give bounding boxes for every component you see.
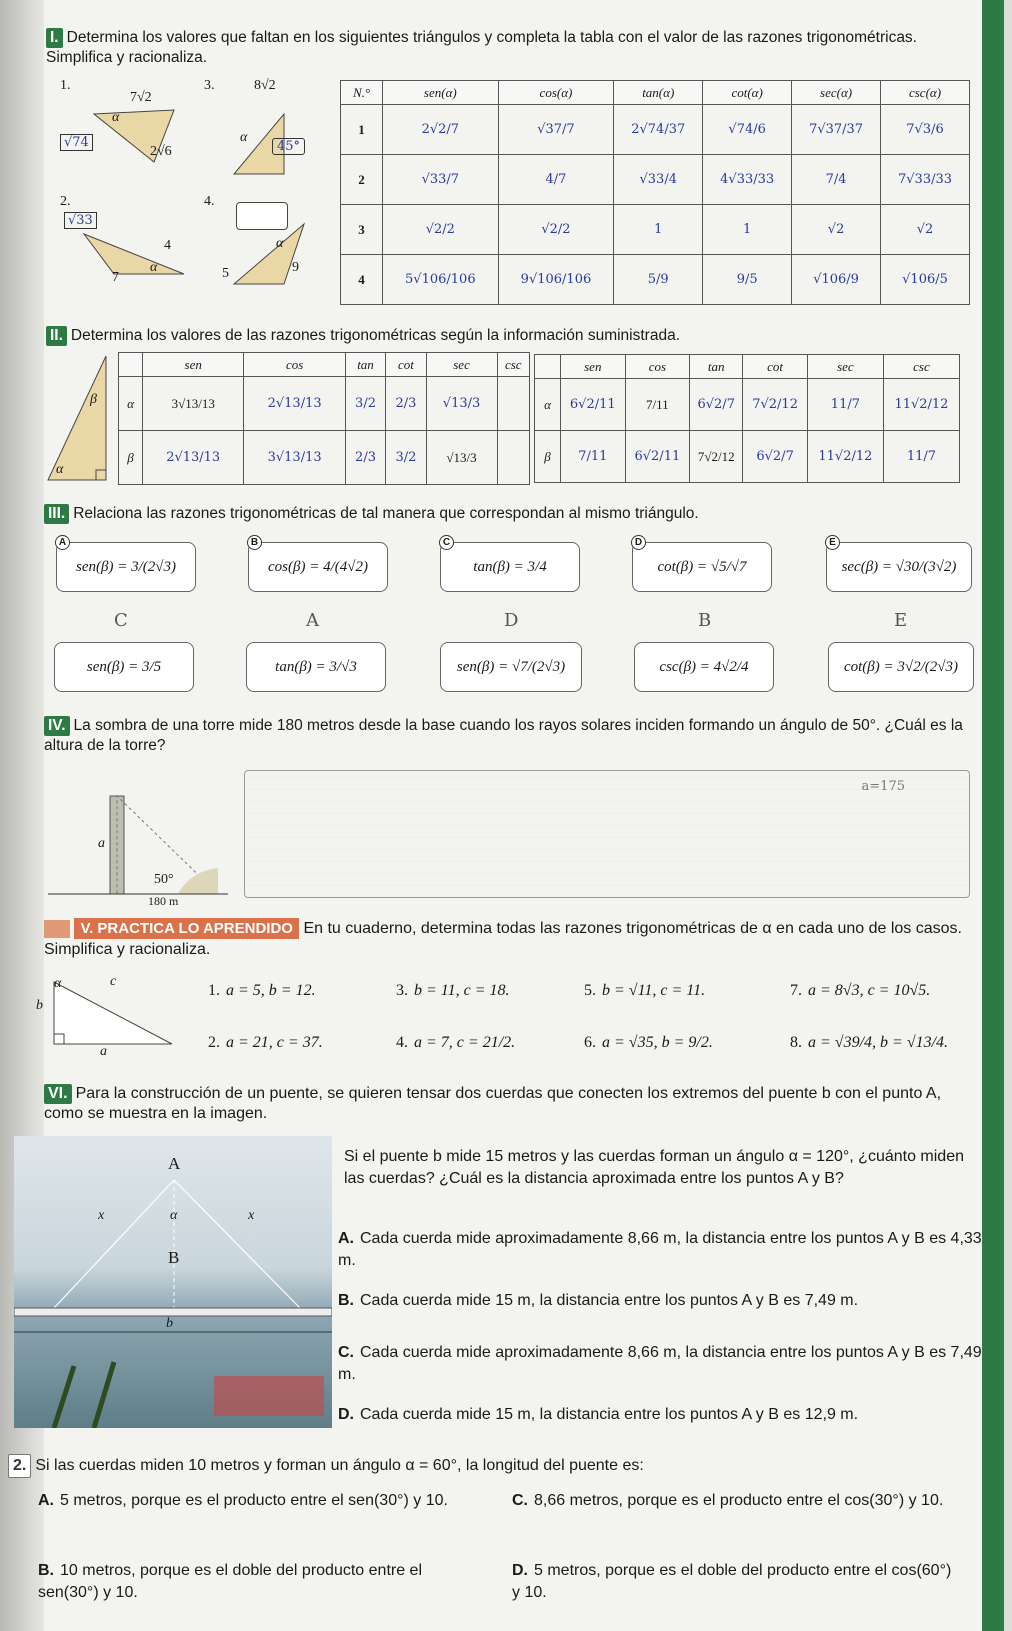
option-key: D. [512, 1562, 528, 1579]
table-row [119, 377, 530, 431]
col-header: cos [244, 353, 345, 377]
table-cell: 7/11 [625, 379, 690, 431]
card-expr: sen(β) = 3/5 [86, 658, 162, 675]
q1-text [344, 1146, 984, 1190]
case-text: a = √35, b = 9/2. [602, 1034, 713, 1051]
fig-label-2: 2. [60, 194, 71, 209]
card-letter: C [439, 535, 454, 550]
card-expr: cot(β) = √5/√7 [657, 558, 747, 575]
bridge-diagram-svg [14, 1136, 332, 1428]
bridge-deck [14, 1308, 332, 1316]
case-8 [790, 1034, 948, 1052]
q1-option-c[interactable] [338, 1342, 984, 1386]
table-cell: 3/2 [386, 431, 426, 485]
table-row [341, 105, 970, 155]
section-5-instruction [44, 918, 974, 960]
table-header-row [535, 355, 960, 379]
option-key: D. [338, 1406, 354, 1423]
card-expr: sen(β) = √7/(2√3) [456, 658, 566, 675]
table-cell: 6√2/11 [625, 431, 690, 483]
match-card-e[interactable] [826, 537, 972, 592]
table-cell: 11√2/12 [807, 431, 883, 483]
col-header: tan [690, 355, 743, 379]
col-header: tan [345, 353, 385, 377]
col-header [119, 353, 143, 377]
table-row [119, 431, 530, 485]
row-number: 3 [341, 205, 383, 255]
table-cell: 5√106/106 [383, 255, 499, 305]
table-cell: 7/4 [792, 155, 881, 205]
q2-text: 2. Si las cuerdas miden 10 metros y forman un ángulo α = 60°, la longitud del puente es: [8, 1454, 968, 1478]
case-1 [208, 982, 316, 1000]
worksheet-page [13, 0, 1004, 1631]
case-number: 3. [396, 982, 408, 999]
answer-box[interactable] [244, 770, 970, 898]
practice-badge-text: PRACTICA LO APRENDIDO [97, 920, 293, 937]
section-4-number: IV. [44, 716, 70, 736]
card-expr: sen(β) = 3/(2√3) [76, 558, 176, 575]
col-header: N.° [341, 81, 383, 105]
section-5-text: En tu cuaderno, determina todas las razones trigonométricas de α en cada uno de los casos. Simplifica y racionaliza. [44, 920, 962, 958]
case-number: 5. [584, 982, 596, 999]
table-cell: √2/2 [498, 205, 614, 255]
green-edge-strip [982, 0, 1004, 1631]
section-2-left-table [118, 352, 530, 485]
case-6 [584, 1034, 713, 1052]
card-letter: B [247, 535, 262, 550]
q2-option-a[interactable] [38, 1490, 458, 1512]
table-cell: 11√2/12 [883, 379, 959, 431]
option-key: C. [338, 1344, 354, 1361]
option-key: A. [38, 1492, 54, 1509]
section-6-instruction [44, 1084, 974, 1124]
section-3-number: III. [44, 504, 69, 524]
col-header: sen [143, 353, 244, 377]
tri4-angle-label: α [276, 236, 284, 251]
case-number: 2. [208, 1034, 220, 1051]
practice-badge [74, 918, 299, 939]
tri3-angle-label: α [240, 130, 248, 145]
fig-label-4: 4. [204, 194, 215, 209]
col-header: cos(α) [498, 81, 614, 105]
table-cell [497, 431, 530, 485]
section-4-instruction [44, 716, 974, 756]
table-cell: √106/9 [792, 255, 881, 305]
option-key: A. [338, 1230, 354, 1247]
cord-x-right-label: x [248, 1208, 255, 1223]
tower-svg [48, 776, 228, 910]
section-2-right-table [534, 354, 960, 483]
table-row [341, 155, 970, 205]
fig-label-1: 1. [60, 78, 71, 93]
case-5 [584, 982, 705, 1000]
table-header-row [119, 353, 530, 377]
table-header-row [341, 81, 970, 105]
col-header: sec(α) [792, 81, 881, 105]
table-row [341, 255, 970, 305]
section-1-instruction [46, 28, 966, 68]
table-cell: 7√2/12 [743, 379, 808, 431]
beta-label: β [90, 392, 97, 407]
row-number: 1 [341, 105, 383, 155]
table-cell: 7/11 [561, 431, 626, 483]
option-text: Cada cuerda mide aproximadamente 8,66 m, la distancia entre los puntos A y B es 7,49 m. [338, 1344, 982, 1383]
case-number: 1. [208, 982, 220, 999]
option-key: B. [338, 1292, 354, 1309]
palm-trees [54, 1362, 114, 1428]
case-text: a = 5, b = 12. [226, 982, 316, 999]
section-1-table [340, 80, 970, 305]
card-letter: E [825, 535, 840, 550]
boat [214, 1376, 324, 1416]
tri1-leg1-answer: √74 [60, 134, 93, 151]
table-cell: 3√13/13 [244, 431, 345, 485]
tri3-box-answer: 45° [272, 138, 305, 155]
table-cell: 2√2/7 [383, 105, 499, 155]
section-6-number: VI. [44, 1084, 72, 1104]
card-letter: A [55, 535, 70, 550]
row-label: β [119, 431, 143, 485]
option-key: B. [38, 1562, 54, 1579]
card-letter: D [631, 535, 646, 550]
practice-icon [44, 920, 70, 938]
col-header: sen(α) [383, 81, 499, 105]
match-answer: A [306, 610, 319, 631]
match-card-bottom-4[interactable] [634, 642, 774, 692]
card-expr: cot(β) = 3√2/(2√3) [843, 658, 959, 675]
table-cell: √33/7 [383, 155, 499, 205]
table-cell: 2/3 [386, 377, 426, 431]
match-card-bottom-2[interactable] [246, 642, 386, 692]
cord-left [54, 1180, 174, 1308]
tri2-side1-label: 4 [164, 238, 171, 253]
table-cell: 1 [614, 205, 703, 255]
match-answer: B [698, 610, 712, 631]
alpha-label: α [56, 462, 64, 477]
section-4-text: La sombra de una torre mide 180 metros desde la base cuando los rayos solares inciden formando un ángulo de 50°. ¿Cuál es la altura de la torre? [44, 717, 963, 754]
case-number: 8. [790, 1034, 802, 1051]
tri2-side2-label: 7 [112, 270, 119, 285]
option-text: Cada cuerda mide 15 m, la distancia entre los puntos A y B es 12,9 m. [360, 1406, 859, 1423]
card-expr: csc(β) = 4√2/4 [659, 658, 749, 675]
case-text: b = √11, c = 11. [602, 982, 706, 999]
tri1-leg2-label: 2√6 [150, 144, 172, 159]
table-cell: √37/7 [498, 105, 614, 155]
match-card-a[interactable] [56, 537, 196, 592]
tri1-hyp-label: 7√2 [130, 90, 152, 105]
tri2-box-answer: √33 [64, 212, 97, 229]
row-label: β [535, 431, 561, 483]
col-header: cot [386, 353, 426, 377]
table-cell: √13/3 [426, 431, 497, 485]
table-cell: √2/2 [383, 205, 499, 255]
table-cell: 5/9 [614, 255, 703, 305]
table-cell: 4/7 [498, 155, 614, 205]
row-number: 2 [341, 155, 383, 205]
table-row [341, 205, 970, 255]
cord-x-left-label: x [98, 1208, 105, 1223]
side-a-label: a [100, 1044, 107, 1059]
case-number: 7. [790, 982, 802, 999]
right-triangle-svg [44, 352, 116, 484]
tower-height-label: a [98, 836, 105, 851]
section-2-instruction [46, 326, 966, 346]
section-1-figures [54, 74, 334, 306]
option-text: 5 metros, porque es el producto entre el sen(30°) y 10. [60, 1492, 448, 1509]
angle-label: 50° [154, 872, 174, 887]
table-cell: 6√2/7 [743, 431, 808, 483]
table-cell: 1 [703, 205, 792, 255]
match-card-bottom-1[interactable] [54, 642, 194, 692]
table-cell: 9√106/106 [498, 255, 614, 305]
col-header: cot(α) [703, 81, 792, 105]
table-cell: 2√13/13 [244, 377, 345, 431]
option-key: C. [512, 1492, 528, 1509]
case-text: a = 8√3, c = 10√5. [808, 982, 931, 999]
section-1-number: I. [46, 28, 63, 48]
case-4 [396, 1034, 515, 1052]
point-a-label: A [168, 1154, 181, 1173]
case-text: b = 11, c = 18. [414, 982, 510, 999]
bridge-photo [14, 1136, 332, 1428]
col-header: sec [426, 353, 497, 377]
side-b-label: b [36, 998, 43, 1013]
match-card-b[interactable] [248, 537, 388, 592]
section-3-text: Relaciona las razones trigonométricas de tal manera que correspondan al mismo triángulo. [73, 505, 699, 522]
table-cell: √2 [792, 205, 881, 255]
q1-statement: Si el puente b mide 15 metros y las cuerdas forman un ángulo α = 120°, ¿cuánto miden las cuerdas? ¿Cuál es la distancia aproximada entre los puntos A y B? [344, 1148, 964, 1187]
section-2-figure [44, 352, 116, 484]
fig-label-3: 3. [204, 78, 215, 93]
q2-option-c[interactable] [512, 1490, 952, 1512]
card-expr: cos(β) = 4/(4√2) [268, 558, 368, 575]
table-cell: 2√74/37 [614, 105, 703, 155]
q2-statement: Si las cuerdas miden 10 metros y forman un ángulo α = 60°, la longitud del puente es: [35, 1457, 644, 1474]
col-header: csc(α) [881, 81, 970, 105]
case-number: 4. [396, 1034, 408, 1051]
table-row [535, 379, 960, 431]
section-3-instruction [44, 504, 964, 524]
alpha-label: α [170, 1208, 178, 1223]
row-label: α [119, 377, 143, 431]
section-6-text: Para la construcción de un puente, se quieren tensar dos cuerdas que conecten los extremos del puente b con el punto A, como se muestra en la imagen. [44, 1085, 942, 1122]
tri4-side2-label: 9 [292, 260, 299, 275]
tri1-angle-label: α [112, 110, 120, 125]
option-text: Cada cuerda mide aproximadamente 8,66 m, la distancia entre los puntos A y B es 4,33 m. [338, 1230, 982, 1269]
table-cell: √13/3 [426, 377, 497, 431]
match-answer: E [894, 610, 908, 631]
col-header: sen [561, 355, 626, 379]
base-label: 180 m [148, 894, 179, 908]
section-5-number: V. [80, 920, 94, 937]
match-card-bottom-3[interactable] [440, 642, 582, 692]
table-cell: 7√37/37 [792, 105, 881, 155]
tower-figure [48, 776, 228, 910]
case-7 [790, 982, 930, 1000]
table-cell: 4√33/33 [703, 155, 792, 205]
card-expr: sec(β) = √30/(3√2) [841, 558, 957, 575]
table-cell: 7√3/6 [881, 105, 970, 155]
case-2 [208, 1034, 323, 1052]
card-expr: tan(β) = 3/4 [473, 558, 547, 575]
case-text: a = √39/4, b = √13/4. [808, 1034, 949, 1051]
side-c-label: c [110, 974, 117, 989]
case-number: 6. [584, 1034, 596, 1051]
q2-option-d[interactable] [512, 1560, 952, 1604]
table-cell: 2√13/13 [143, 431, 244, 485]
table-cell: √106/5 [881, 255, 970, 305]
card-expr: tan(β) = 3/√3 [275, 658, 357, 675]
match-card-d[interactable] [632, 537, 772, 592]
row-label: α [535, 379, 561, 431]
col-header [535, 355, 561, 379]
tri4-side1-label: 5 [222, 266, 229, 281]
case-text: a = 7, c = 21/2. [414, 1034, 516, 1051]
match-card-c[interactable] [440, 537, 580, 592]
q2-option-b[interactable] [38, 1560, 458, 1604]
col-header: sec [807, 355, 883, 379]
table-cell: 6√2/7 [690, 379, 743, 431]
col-header: tan(α) [614, 81, 703, 105]
match-card-bottom-5[interactable] [828, 642, 974, 692]
point-b-label: B [168, 1248, 180, 1267]
option-text: 10 metros, porque es el doble del producto entre el sen(30°) y 10. [38, 1562, 423, 1601]
match-answer: D [504, 610, 519, 631]
col-header: cot [743, 355, 808, 379]
section-2-number: II. [46, 326, 67, 346]
option-text: 5 metros, porque es el doble del producto entre el cos(60°) y 10. [512, 1562, 952, 1601]
table-cell: √33/4 [614, 155, 703, 205]
tri4-empty-box [236, 202, 288, 230]
tri2-angle-label: α [150, 260, 158, 275]
table-cell: 9/5 [703, 255, 792, 305]
table-cell: 3/2 [345, 377, 385, 431]
col-header: csc [883, 355, 959, 379]
table-row [535, 431, 960, 483]
section-5-figure [36, 972, 178, 1062]
case-text: a = 21, c = 37. [226, 1034, 323, 1051]
table-cell: 2/3 [345, 431, 385, 485]
table-cell [497, 377, 530, 431]
table-cell: √2 [881, 205, 970, 255]
tri3-top-label: 8√2 [254, 78, 276, 93]
bridge-b-label: b [166, 1316, 173, 1331]
triangle-abc [54, 982, 172, 1044]
option-text: Cada cuerda mide 15 m, la distancia entre los puntos A y B es 7,49 m. [360, 1292, 859, 1309]
match-answer: C [114, 610, 128, 631]
col-header: csc [497, 353, 530, 377]
shadow-area [178, 868, 218, 894]
table-cell: 7√33/33 [881, 155, 970, 205]
table-cell: 11/7 [807, 379, 883, 431]
table-cell: 11/7 [883, 431, 959, 483]
option-text: 8,66 metros, porque es el producto entre el cos(30°) y 10. [534, 1492, 944, 1509]
handwritten-note: a=175 [861, 779, 905, 794]
q1-option-a[interactable] [338, 1228, 984, 1272]
col-header: cos [625, 355, 690, 379]
row-number: 4 [341, 255, 383, 305]
table-cell: 6√2/11 [561, 379, 626, 431]
cord-right [174, 1180, 300, 1308]
case-3 [396, 982, 510, 1000]
table-cell: 7√2/12 [690, 431, 743, 483]
q1-option-b[interactable] [338, 1290, 984, 1312]
table-cell: √74/6 [703, 105, 792, 155]
table-cell: 3√13/13 [143, 377, 244, 431]
section-1-text: Determina los valores que faltan en los siguientes triángulos y completa la tabla con el valor de las razones trigonométricas. Simplifica y racionaliza. [46, 29, 917, 66]
alpha-label: α [54, 976, 62, 991]
section-2-text: Determina los valores de las razones trigonométricas según la información suministrada. [70, 327, 681, 344]
q1-option-d[interactable] [338, 1404, 984, 1426]
